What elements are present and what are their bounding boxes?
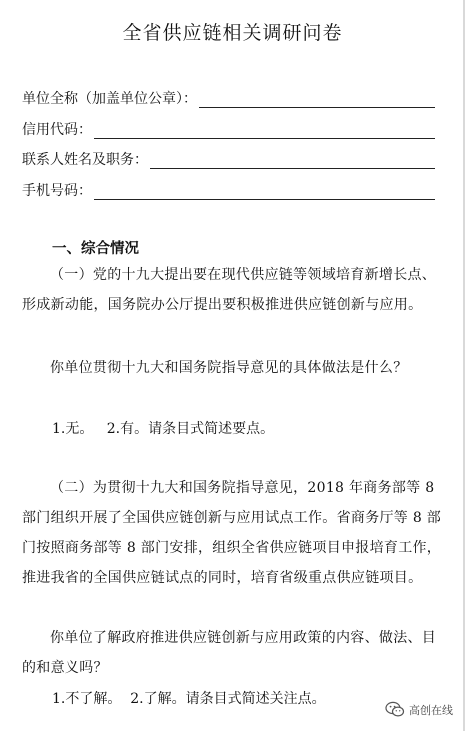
question-1-options: 1.无。 2.有。请条目式简述要点。 bbox=[52, 421, 275, 437]
question-2-intro: （二）为贯彻十九大和国务院指导意见，2018 年商务部等 8 部门组织开展了全国供应链创新与应用试点工作。省商务厅等 8 部门按照商务部等 8 部门安排，组织全省供应链项目申报培育工作，推进我省的全国供应链试点的同时，培育省级重点供应链项目。 bbox=[22, 480, 442, 586]
fill-line[interactable] bbox=[199, 92, 435, 108]
field-label: 手机号码： bbox=[22, 183, 92, 199]
question-1-text: 你单位贯彻十九大和国务院指导意见的具体做法是什么？ bbox=[50, 360, 408, 376]
fill-line[interactable] bbox=[150, 153, 435, 169]
fill-line[interactable] bbox=[94, 184, 435, 200]
question-2-text: 你单位了解政府推进供应链创新与应用政策的内容、做法、目的和意义吗？ bbox=[22, 630, 437, 676]
field-phone[interactable] bbox=[22, 180, 435, 200]
field-label: 单位全称（加盖单位公章）： bbox=[22, 91, 197, 107]
watermark bbox=[385, 701, 453, 718]
field-contact-name[interactable] bbox=[22, 149, 435, 169]
wechat-icon bbox=[385, 701, 405, 718]
section-heading: 一、综合情况 bbox=[52, 241, 139, 257]
field-unit-name[interactable] bbox=[22, 88, 435, 108]
question-1-intro: （一）党的十九大提出要在现代供应链等领域培育新增长点、形成新动能，国务院办公厅提出要积极推进供应链创新与应用。 bbox=[22, 267, 437, 313]
field-credit-code[interactable] bbox=[22, 119, 435, 139]
field-label: 信用代码： bbox=[22, 122, 92, 138]
fill-line[interactable] bbox=[94, 123, 435, 139]
field-label: 联系人姓名及职务： bbox=[22, 152, 148, 168]
watermark-text: 高创在线 bbox=[409, 703, 453, 717]
document-title: 全省供应链相关调研问卷 bbox=[122, 22, 343, 44]
question-2-options: 1.不了解。 2.了解。请条目式简述关注点。 bbox=[52, 691, 326, 707]
